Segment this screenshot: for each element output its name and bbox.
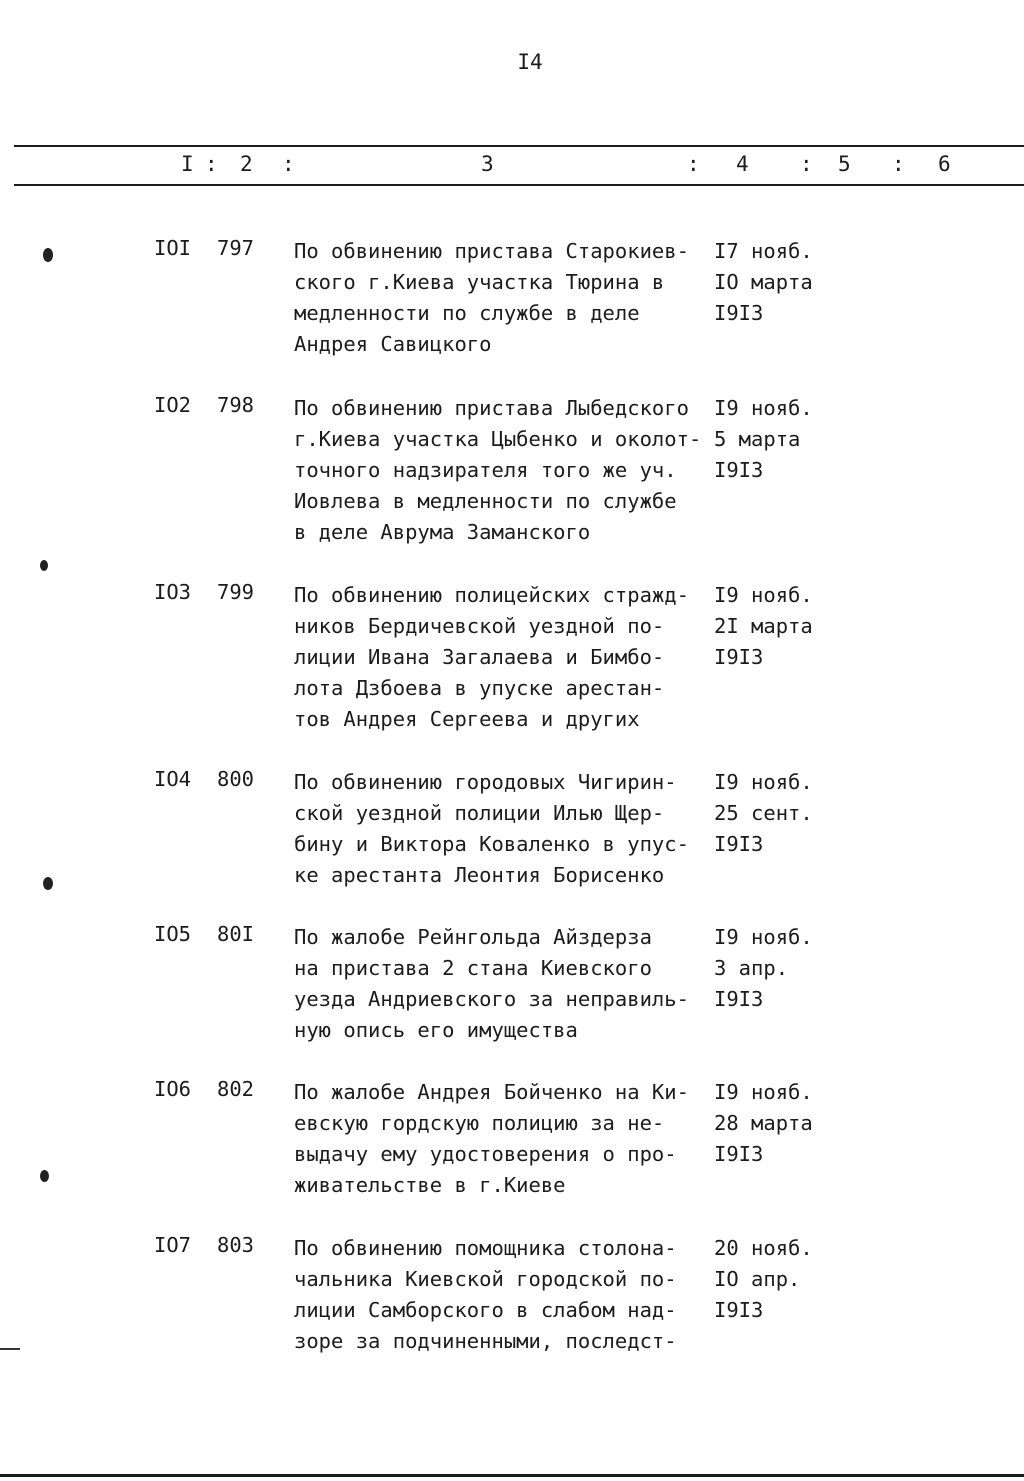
description-line: ского г.Киева участка Тюрина в: [294, 270, 665, 294]
entry-number: IOI: [154, 236, 192, 260]
description-line: бину и Виктора Коваленко в упус-: [294, 832, 689, 856]
description-line: Иовлева в медленности по службе: [294, 489, 677, 513]
entry-number: IO2: [154, 393, 192, 417]
description-line: ке арестанта Леонтия Борисенко: [294, 863, 665, 887]
column-separator: :: [205, 152, 218, 176]
header-bottom-rule: [14, 184, 1024, 186]
start-date: I9 нояб.: [714, 396, 813, 420]
binding-hole-mark: [40, 560, 48, 571]
description-line: ской уездной полиции Илью Щер-: [294, 801, 665, 825]
case-number: 80I: [217, 922, 255, 946]
start-date: I9 нояб.: [714, 770, 813, 794]
entry-number: IO4: [154, 767, 192, 791]
description-line: По жалобе Андрея Бойченко на Ки-: [294, 1080, 689, 1104]
entry-number: IO5: [154, 922, 192, 946]
column-header-1: I: [181, 152, 194, 176]
column-separator: :: [687, 152, 700, 176]
description-line: на пристава 2 стана Киевского: [294, 956, 652, 980]
column-header-4: 4: [736, 152, 749, 176]
start-date: I7 нояб.: [714, 239, 813, 263]
description-line: лота Дзбоева в упуске арестан-: [294, 676, 665, 700]
entry-dates: [714, 767, 844, 860]
description-line: медленности по службе в деле: [294, 301, 640, 325]
column-separator: :: [282, 152, 295, 176]
case-number: 797: [217, 236, 255, 260]
start-date: I9 нояб.: [714, 925, 813, 949]
end-date: IO марта: [714, 270, 813, 294]
description-line: г.Киева участка Цыбенко и околот-: [294, 427, 702, 451]
description-line: По обвинению помощника столона-: [294, 1236, 677, 1260]
case-number: 798: [217, 393, 255, 417]
description-line: По жалобе Рейнгольда Айздерза: [294, 925, 652, 949]
binding-hole-mark: [43, 877, 53, 890]
end-date: 28 марта: [714, 1111, 813, 1135]
entry-description: [294, 1077, 704, 1201]
entry-description: [294, 236, 704, 360]
entry-dates: [714, 1077, 844, 1170]
column-header-5: 5: [838, 152, 851, 176]
column-separator: :: [892, 152, 905, 176]
description-line: евскую гордскую полицию за не-: [294, 1111, 665, 1135]
start-date: I9 нояб.: [714, 583, 813, 607]
binding-hole-mark: [43, 248, 53, 262]
description-line: По обвинению пристава Старокиев-: [294, 239, 689, 263]
description-line: в деле Аврума Заманского: [294, 520, 591, 544]
entry-description: [294, 767, 704, 891]
entry-dates: [714, 393, 844, 486]
header-top-rule: [14, 145, 1024, 147]
entry-dates: [714, 922, 844, 1015]
year: I9I3: [714, 832, 764, 856]
end-date: 25 сент.: [714, 801, 813, 825]
end-date: IO апр.: [714, 1267, 801, 1291]
column-separator: :: [800, 152, 813, 176]
description-line: зоре за подчиненными, последст-: [294, 1329, 677, 1353]
start-date: I9 нояб.: [714, 1080, 813, 1104]
description-line: По обвинению пристава Лыбедского: [294, 396, 689, 420]
end-date: 2I марта: [714, 614, 813, 638]
case-number: 799: [217, 580, 255, 604]
column-header-row: [0, 152, 1024, 182]
end-date: 3 апр.: [714, 956, 789, 980]
year: I9I3: [714, 301, 764, 325]
description-line: чальника Киевской городской по-: [294, 1267, 677, 1291]
description-line: живательстве в г.Киеве: [294, 1173, 566, 1197]
description-line: По обвинению полицейских стражд-: [294, 583, 689, 607]
entry-number: IO3: [154, 580, 192, 604]
description-line: По обвинению городовых Чигирин-: [294, 770, 677, 794]
entry-dates: [714, 236, 844, 329]
description-line: точного надзирателя того же уч.: [294, 458, 677, 482]
end-date: 5 марта: [714, 427, 801, 451]
entry-number: IO6: [154, 1077, 192, 1101]
entry-description: [294, 1233, 704, 1357]
description-line: ников Бердичевской уездной по-: [294, 614, 665, 638]
page-bottom-edge: [0, 1474, 1024, 1477]
description-line: ную опись его имущества: [294, 1018, 578, 1042]
description-line: тов Андрея Сергеева и других: [294, 707, 640, 731]
year: I9I3: [714, 458, 764, 482]
case-number: 800: [217, 767, 255, 791]
year: I9I3: [714, 1142, 764, 1166]
description-line: выдачу ему удостоверения о про-: [294, 1142, 677, 1166]
entry-dates: [714, 1233, 844, 1326]
entry-description: [294, 393, 704, 548]
page-number: I4: [517, 50, 543, 74]
column-header-6: 6: [938, 152, 951, 176]
case-number: 803: [217, 1233, 255, 1257]
entry-dates: [714, 580, 844, 673]
column-header-2: 2: [240, 152, 253, 176]
description-line: уезда Андриевского за неправиль-: [294, 987, 689, 1011]
year: I9I3: [714, 987, 764, 1011]
entry-description: [294, 922, 704, 1046]
entry-description: [294, 580, 704, 735]
margin-edge-mark: [0, 1348, 20, 1350]
case-number: 802: [217, 1077, 255, 1101]
year: I9I3: [714, 1298, 764, 1322]
description-line: лиции Ивана Загалаева и Бимбо-: [294, 645, 665, 669]
start-date: 20 нояб.: [714, 1236, 813, 1260]
description-line: Андрея Савицкого: [294, 332, 492, 356]
entry-number: IO7: [154, 1233, 192, 1257]
description-line: лиции Самборского в слабом над-: [294, 1298, 677, 1322]
binding-hole-mark: [40, 1170, 49, 1182]
year: I9I3: [714, 645, 764, 669]
column-header-3: 3: [481, 152, 494, 176]
